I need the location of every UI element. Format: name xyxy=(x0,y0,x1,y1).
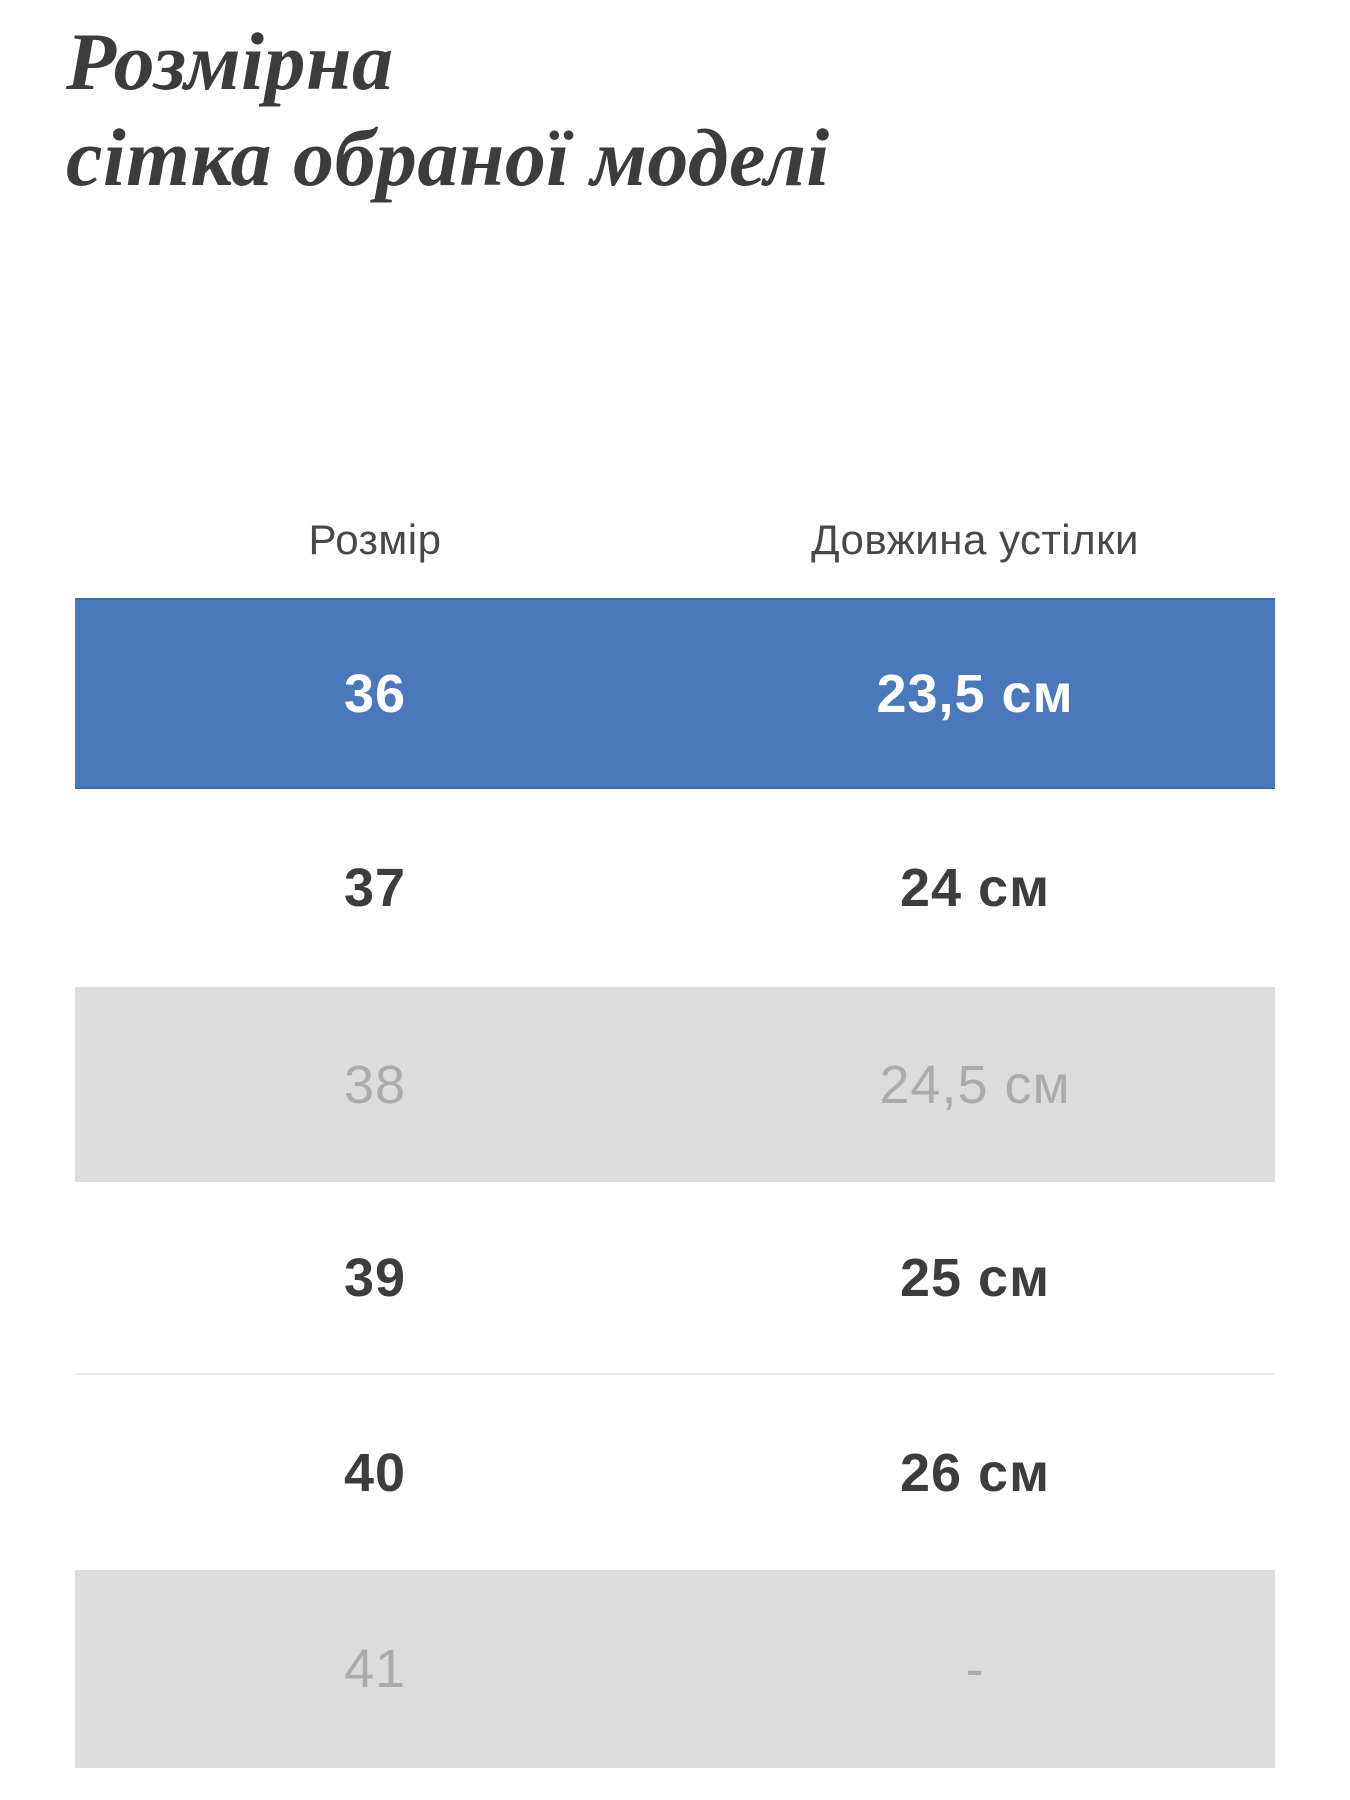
size-cell: 40 xyxy=(343,1442,407,1503)
size-cell: 37 xyxy=(343,858,407,918)
table-row-size-38-disabled xyxy=(75,987,1275,1182)
page-title xyxy=(66,14,1350,206)
length-cell: 23,5 см xyxy=(876,663,1074,724)
size-cell: 39 xyxy=(343,1247,407,1308)
length-cell: - xyxy=(965,1639,985,1699)
size-table xyxy=(75,514,1275,1768)
size-cell: 41 xyxy=(343,1639,407,1699)
table-body xyxy=(75,598,1275,1768)
size-cell: 38 xyxy=(343,1054,407,1115)
title-line-1: Розмірна xyxy=(66,16,394,107)
size-chart-page xyxy=(0,14,1350,1768)
column-header-size: Розмір xyxy=(308,516,442,563)
table-row-size-41-disabled xyxy=(75,1570,1275,1768)
table-row-size-39[interactable] xyxy=(75,1182,1275,1373)
column-header-insole-length: Довжина устілки xyxy=(811,516,1139,563)
length-cell: 24 см xyxy=(899,858,1051,918)
table-row-size-40[interactable] xyxy=(75,1375,1275,1570)
table-row-size-36-selected[interactable] xyxy=(75,598,1275,789)
length-cell: 25 см xyxy=(899,1247,1051,1308)
length-cell: 26 см xyxy=(899,1442,1051,1503)
table-header xyxy=(75,514,1275,566)
length-cell: 24,5 см xyxy=(879,1054,1071,1115)
table-row-size-37[interactable] xyxy=(75,789,1275,987)
size-cell: 36 xyxy=(343,663,407,724)
title-line-2: сітка обраної моделі xyxy=(66,112,830,203)
